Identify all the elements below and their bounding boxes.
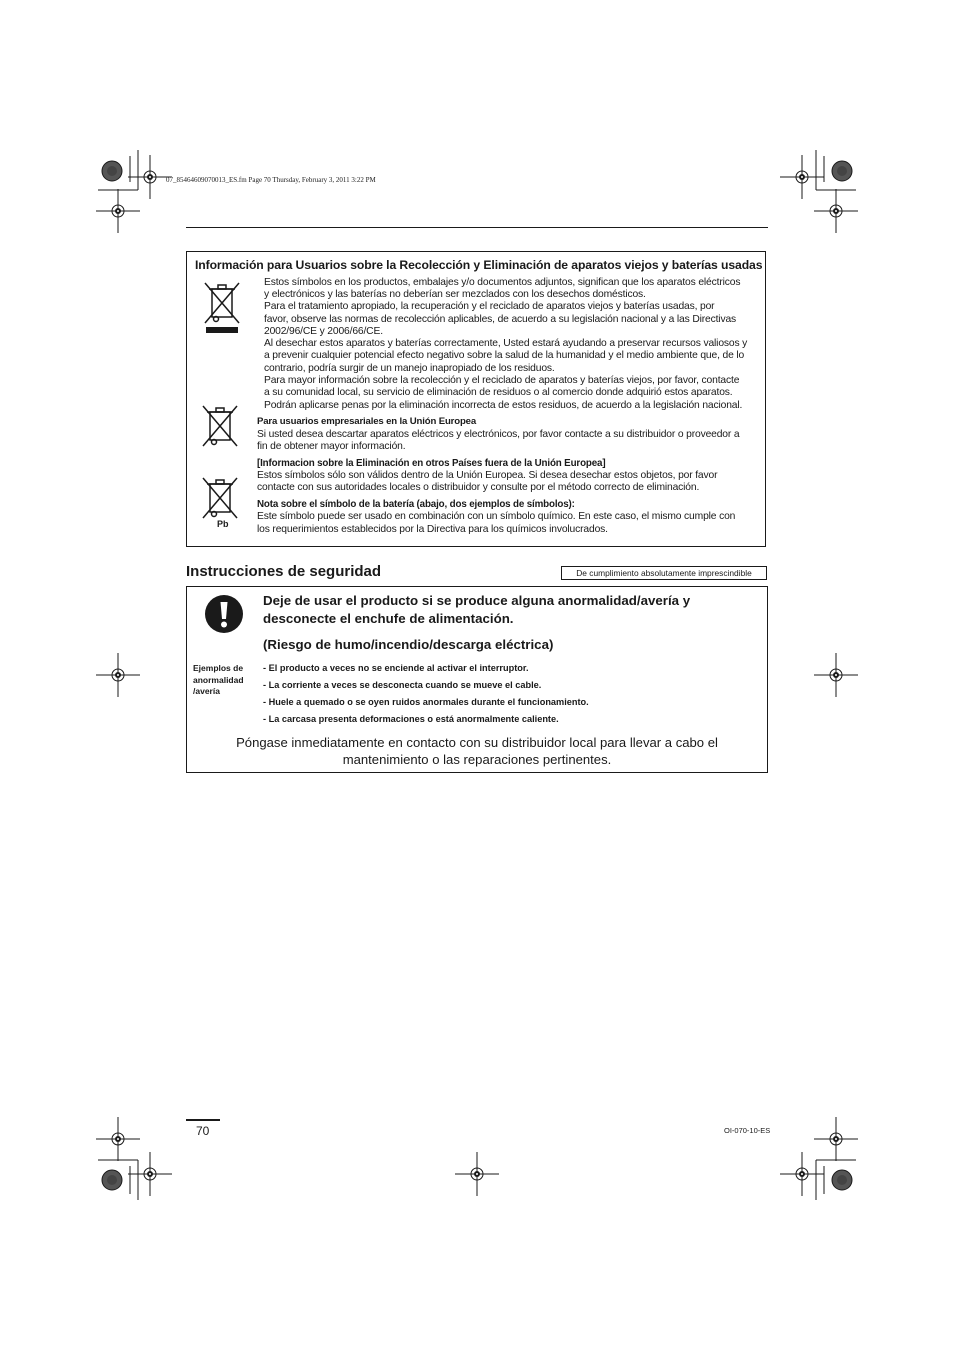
example-item: - La corriente a veces se desconecta cuando se mueve el cable.: [263, 680, 542, 690]
example-item: - Huele a quemado o se oyen ruidos anormales durante el funcionamiento.: [263, 697, 589, 707]
crossed-bin-bar-icon: [201, 279, 243, 335]
section-title: Instrucciones de seguridad: [186, 563, 382, 580]
closing-line: Póngase inmediatamente en contacto con su distribuidor local para llevar a cabo el: [236, 735, 718, 750]
chemical-symbol: Pb: [217, 519, 229, 529]
outside-eu-text: contacte con sus autoridades locales o distribuidor y consulte por el método correcto de eliminación.: [257, 482, 700, 493]
weee-text-line: favor, observe las normas de recolección aplicables, de acuerdo a su legislación nacional y a las Directivas: [264, 314, 737, 325]
file-slug: 07_85464609070013_ES.fm Page 70 Thursday, February 3, 2011 3:22 PM: [166, 176, 376, 184]
closing-instruction: [187, 735, 767, 768]
mandatory-tag: De cumplimiento absolutamente imprescindible: [561, 566, 767, 580]
battery-heading: Nota sobre el símbolo de la batería (abajo, dos ejemplos de símbolos):: [257, 499, 575, 510]
page-number-rule: [186, 1119, 220, 1121]
weee-text-line: Para el tratamiento apropiado, la recuperación y el reciclado de aparatos viejos y baterías usadas, por: [264, 301, 715, 312]
weee-info-box: [186, 251, 766, 547]
weee-text-line: Estos símbolos en los productos, embalajes y/o documentos adjuntos, significan que los aparatos eléctricos: [264, 277, 741, 288]
eu-business-heading: Para usuarios empresariales en la Unión Europea: [257, 416, 477, 427]
crossed-bin-icon: [199, 402, 241, 448]
outside-eu-text: Estos símbolos sólo son válidos dentro de la Unión Europea. Si desea desechar estos objetos, por favor: [257, 470, 718, 481]
warning-heading-line: desconecte el enchufe de alimentación.: [263, 610, 514, 626]
closing-line: mantenimiento o las reparaciones pertinentes.: [342, 751, 612, 767]
eu-business-text: fin de obtener mayor información.: [257, 441, 406, 452]
outside-eu-heading: [Informacion sobre la Eliminación en otros Países fuera de la Unión Europea]: [257, 458, 606, 469]
safety-warning-box: [186, 586, 768, 773]
weee-title: Información para Usuarios sobre la Recolección y Eliminación de aparatos viejos y baterías usadas: [195, 258, 763, 272]
page-number: 70: [196, 1124, 210, 1138]
warning-heading-line: Deje de usar el producto si se produce alguna anormalidad/avería y: [263, 593, 691, 608]
risk-note: (Riesgo de humo/incendio/descarga eléctrica): [263, 637, 554, 652]
weee-text-line: Podrán aplicarse penas por la eliminación incorrecta de estos residuos, de acuerdo a la legislación nacional.: [264, 400, 743, 411]
weee-text-line: a prevenir cualquier potencial efecto negativo sobre la salud de la humanidad y el medio ambiente que, de lo: [264, 350, 745, 361]
warning-heading: [263, 592, 690, 627]
crossed-bin-battery-icon: [199, 474, 241, 520]
battery-text: Este símbolo puede ser usado en combinación con un símbolo químico. En este caso, el mismo cumple con: [257, 511, 736, 522]
example-item: - El producto a veces no se enciende al activar el interruptor.: [263, 663, 529, 673]
examples-label: Ejemplos de anormalidad /avería: [193, 663, 244, 696]
eu-business-text: Si usted desea descartar aparatos eléctricos y electrónicos, por favor contacte a su distribuidor o proveedor a: [257, 429, 740, 440]
weee-text-line: 2002/96/CE y 2006/66/CE.: [264, 326, 383, 337]
exclamation-icon: [204, 594, 244, 634]
weee-text-line: y electrónicos y las baterías no deberían ser mezclados con los desechos domésticos.: [264, 289, 646, 300]
weee-text-line: Para mayor información sobre la recolección y el reciclado de aparatos y baterías viejos, por favor, contacte: [264, 375, 740, 386]
example-item: - La carcasa presenta deformaciones o está anormalmente caliente.: [263, 714, 559, 724]
header-rule: [186, 227, 768, 228]
document-code: OI-070-10-ES: [724, 1126, 771, 1135]
weee-text-line: contrario, podría surgir de un manejo inapropiado de los residuos.: [264, 363, 555, 374]
battery-text: los requerimientos establecidos por la Directiva para los químicos involucrados.: [257, 524, 608, 535]
weee-text-line: a su comunidad local, su servicio de eliminación de residuos o al comercio donde adquirió estos aparatos.: [264, 387, 733, 398]
weee-text-line: Al desechar estos aparatos y baterías correctamente, Usted estará ayudando a preservar recursos valiosos y: [264, 338, 748, 349]
